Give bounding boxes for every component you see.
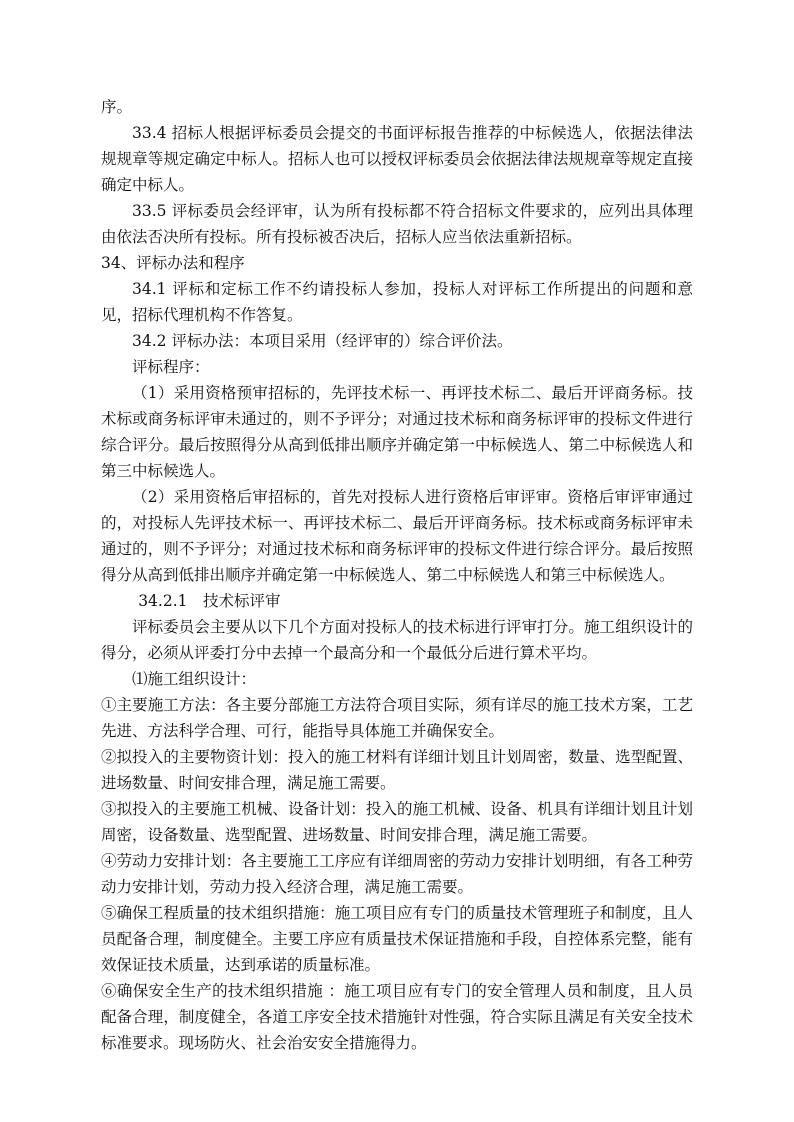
paragraph-technical-review-intro: 评标委员会主要从以下几个方面对投标人的技术标进行评审打分。施工组织设计的得分，必须从评委打分中去掉一个最高分和一个最低分后进行算术平均。 xyxy=(101,618,693,662)
paragraph-34-2: 34.2 评标办法：本项目采用（经评审的）综合评价法。 xyxy=(132,332,513,350)
paragraph-construction-design-label: ⑴施工组织设计： xyxy=(132,670,257,688)
section-heading-34: 34、评标办法和程序 xyxy=(101,254,245,272)
paragraph-33-5: 33.5 评标委员会经评审，认为所有投标都不符合招标文件要求的，应列出具体理由依法否决所有投标。所有投标被否决后，招标人应当依法重新招标。 xyxy=(101,202,693,246)
subsection-heading-34-2-1: 34.2.1 技术标评审 xyxy=(138,592,281,610)
list-item-construction-method: ①主要施工方法：各主要分部施工方法符合项目实际，须有详尽的施工技术方案，工艺先进、方法科学合理、可行，能指导具体施工并确保安全。 xyxy=(101,696,693,740)
list-item-labor-plan: ④劳动力安排计划：各主要施工工序应有详细周密的劳动力安排计划明细，有各工种劳动力安排计划，劳动力投入经济合理，满足施工需要。 xyxy=(101,852,693,896)
paragraph-procedure-1: （1）采用资格预审招标的，先评技术标一、再评技术标二、最后开评商务标。技术标或商务标评审未通过的，则不予评分；对通过技术标和商务标评审的投标文件进行综合评分。最后按照得分从高到低排出顺序并确定第一中标候选人、第二中标候选人和第三中标候选人。 xyxy=(101,384,693,480)
list-item-safety-measures: ⑥确保安全生产的技术组织措施 ：施工项目应有专门的安全管理人员和制度，且人员配备合理，制度健全，各道工序安全技术措施针对性强，符合实际且满足有关安全技术标准要求。现场防火、社会治安安全措施得力。 xyxy=(101,982,693,1052)
paragraph-34-1: 34.1 评标和定标工作不约请投标人参加，投标人对评标工作所提出的问题和意见，招标代理机构不作答复。 xyxy=(101,280,693,324)
list-item-quality-measures: ⑤确保工程质量的技术组织措施：施工项目应有专门的质量技术管理班子和制度，且人员配备合理，制度健全。主要工序应有质量技术保证措施和手段，自控体系完整，能有效保证技术质量，达到承诺的质量标准。 xyxy=(101,904,693,974)
list-item-machinery-plan: ③拟投入的主要施工机械、设备计划：投入的施工机械、设备、机具有详细计划且计划周密，设备数量、选型配置、进场数量、时间安排合理，满足施工需要。 xyxy=(101,800,693,844)
document-body xyxy=(101,94,693,1056)
paragraph-evaluation-procedure-label: 评标程序： xyxy=(132,358,210,376)
paragraph-33-4: 33.4 招标人根据评标委员会提交的书面评标报告推荐的中标候选人，依据法律法规规章等规定确定中标人。招标人也可以授权评标委员会依据法律法规规章等规定直接确定中标人。 xyxy=(101,124,693,194)
paragraph-procedure-2: （2）采用资格后审招标的，首先对投标人进行资格后审评审。资格后审评审通过的，对投标人先评技术标一、再评技术标二、最后开评商务标。技术标或商务标评审未通过的，则不予评分；对通过技术标和商务标评审的投标文件进行综合评分。最后按照得分从高到低排出顺序并确定第一中标候选人、第二中标候选人和第三中标候选人。 xyxy=(101,488,693,584)
list-item-material-plan: ②拟投入的主要物资计划：投入的施工材料有详细计划且计划周密，数量、选型配置、进场数量、时间安排合理，满足施工需要。 xyxy=(101,748,693,792)
paragraph-continuation: 序。 xyxy=(101,98,133,116)
